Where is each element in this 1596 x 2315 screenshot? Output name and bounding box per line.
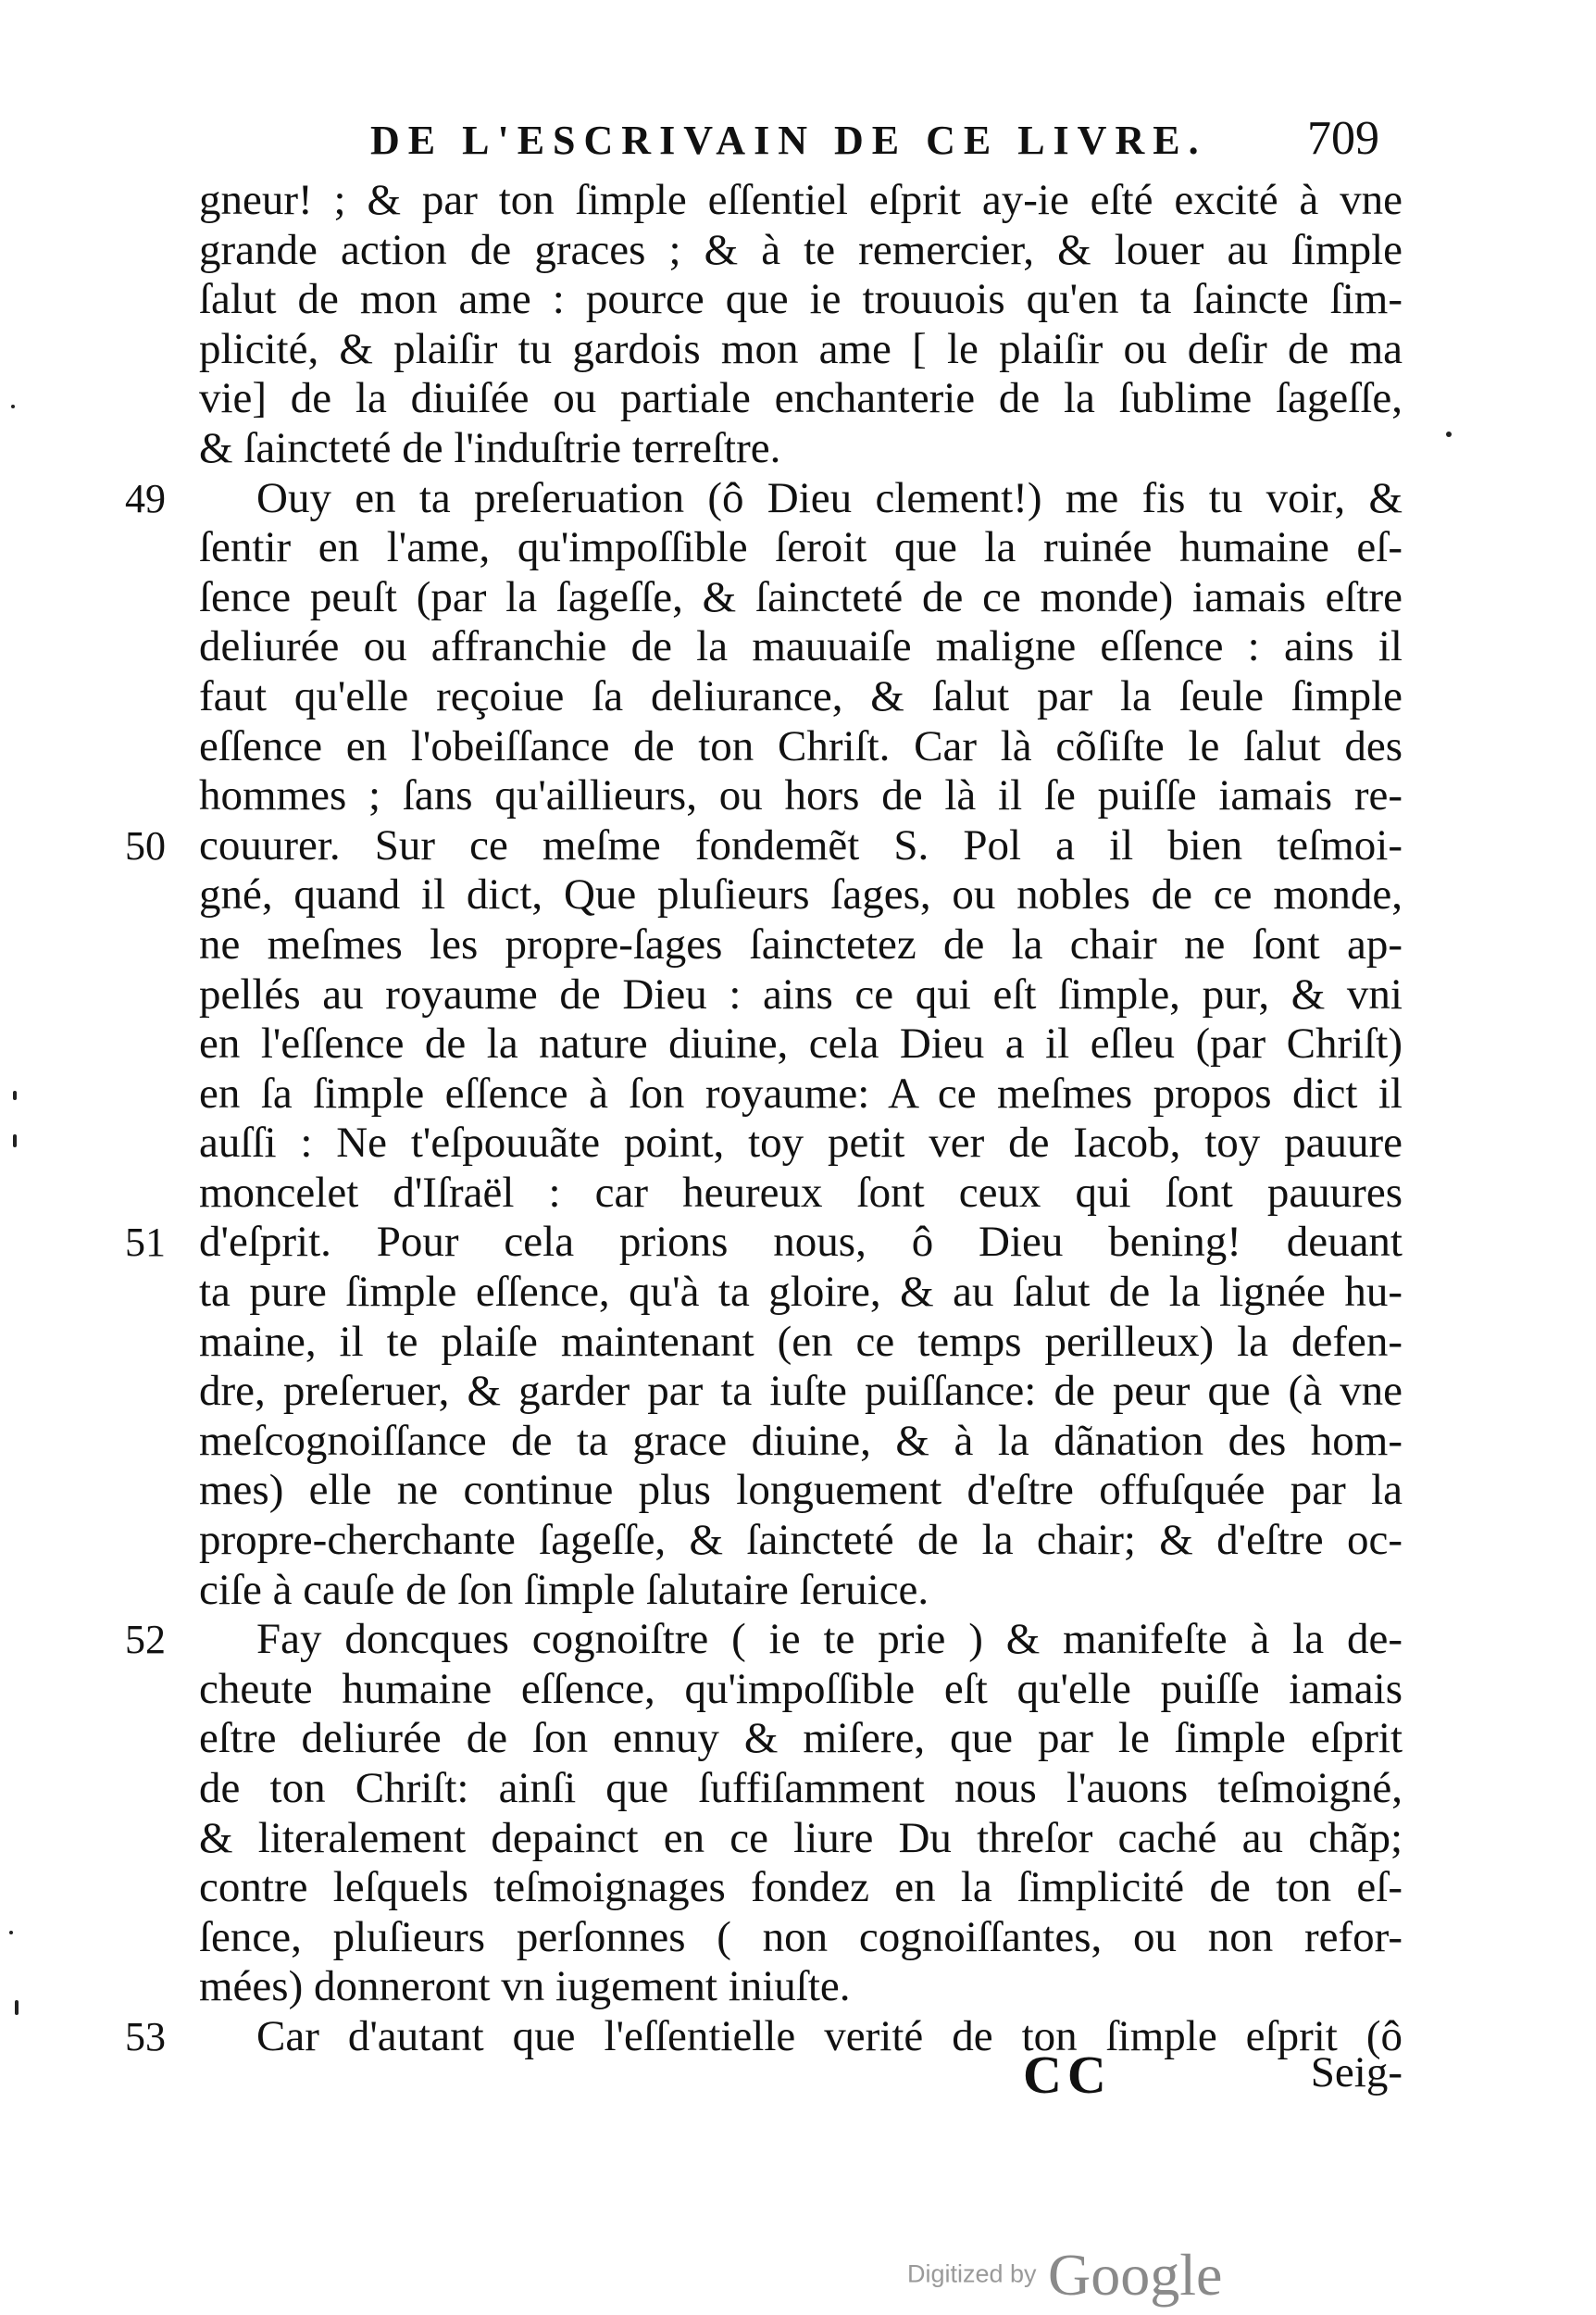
line-text: Fay doncques cognoiſtre ( ie te prie ) & manifeſte à la de- [256, 1615, 1403, 1664]
google-logo [1044, 2241, 1266, 2308]
ink-speck [1446, 432, 1452, 437]
verse-number: 49 [125, 475, 166, 521]
text-line [125, 1218, 1403, 1268]
line-text: ſalut de mon ame : pource que ie trouuois qu'en ta ſaincte ſim- [199, 275, 1403, 324]
line-text: moncelet d'Iſraël : car heureux ſont ceux qui ſont pauures [199, 1168, 1403, 1217]
text-line [199, 1020, 1403, 1070]
page-number: 709 [1307, 112, 1379, 165]
line-text: ſence peuſt (par la ſageſſe, & ſaincteté de ce monde) iamais eſtre [199, 572, 1403, 621]
line-text: eſſence en l'obeiſſance de ton Chriſt. Car là cõſiſte le ſalut des [199, 721, 1403, 770]
running-title: DE L'ESCRIVAIN DE CE LIVRE. [370, 118, 1207, 163]
line-text: grande action de graces ; & à te remercier, & louer au ſimple [199, 225, 1403, 274]
catchword: Seig- [1310, 2048, 1403, 2096]
line-text: ciſe à cauſe de ſon ſimple ſalutaire ſeruice. [199, 1565, 929, 1614]
text-line [199, 325, 1403, 375]
text-line [199, 226, 1403, 276]
line-text: gné, quand il dict, Que pluſieurs ſages, ou nobles de ce monde, [199, 870, 1403, 920]
digitized-watermark [907, 2241, 1266, 2315]
ink-speck [11, 405, 15, 408]
text-line [199, 1367, 1403, 1417]
text-line [199, 1070, 1403, 1120]
line-text: dre, preſeruer, & garder par ta iuſte puiſſance: de peur que (à vne [199, 1367, 1403, 1416]
line-text: cheute humaine eſſence, qu'impoſſible eſt qu'elle puiſſe iamais [199, 1664, 1403, 1713]
line-text: pellés au royaume de Dieu : ains ce qui eſt ſimple, pur, & vni [199, 970, 1403, 1019]
text-line [199, 970, 1403, 1020]
line-text: meſcognoiſſance de ta grace diuine, & à la dãnation des hom- [199, 1416, 1403, 1465]
text-line [199, 1516, 1403, 1566]
text-line [199, 672, 1403, 722]
line-text: hommes ; ſans qu'aillieurs, ou hors de là il ſe puiſſe iamais re- [199, 771, 1403, 820]
ink-speck [13, 1134, 17, 1147]
line-text: mées) donneront vn iugement iniuſte. [199, 1962, 851, 2011]
text-line [199, 176, 1403, 226]
text-line [199, 424, 1403, 474]
digitized-label: Digitized by [907, 2259, 1037, 2288]
text-line [199, 573, 1403, 623]
text-line [199, 374, 1403, 424]
text-line [199, 1268, 1403, 1318]
line-text: en ſa ſimple eſſence à ſon royaume: A ce meſmes propos dict il [199, 1069, 1403, 1118]
verse-number: 52 [125, 1617, 166, 1663]
line-text: maine, il te plaiſe maintenant (en ce temps perilleux) la defen- [199, 1317, 1403, 1366]
line-text: de ton Chriſt: ainſi que ſuffiſamment nous l'auons teſmoigné, [199, 1764, 1403, 1812]
text-line [199, 1764, 1403, 1814]
text-line [199, 1814, 1403, 1864]
line-text: mes) elle ne continue plus longuement d'eſtre offuſquée par la [199, 1466, 1403, 1515]
text-line [125, 473, 1403, 524]
text-line [199, 1119, 1403, 1169]
line-text: & literalement depainct en ce liure Du threſor caché au chãp; [199, 1813, 1403, 1862]
line-text: propre-cherchante ſageſſe, & ſaincteté de la chair; & d'eſtre oc- [199, 1516, 1403, 1565]
line-text: auſſi : Ne t'eſpouuãte point, toy petit ver de Iacob, toy pauure [199, 1119, 1403, 1168]
google-logo-text: Google [1047, 2242, 1222, 2308]
line-text: Car d'autant que l'eſſentielle verité de ton ſimple eſprit (ô [256, 2011, 1403, 2060]
text-line [199, 1714, 1403, 1764]
line-text: Ouy en ta preſeruation (ô Dieu clement!) me fis tu voir, & [256, 473, 1403, 522]
text-line [199, 1417, 1403, 1467]
text-line [199, 1169, 1403, 1219]
text-line [199, 1665, 1403, 1715]
signature-mark: CC [1023, 2045, 1112, 2105]
text-line [199, 722, 1403, 772]
line-text: couurer. Sur ce meſme fondemẽt S. Pol a il bien teſmoi- [199, 820, 1403, 870]
line-text: d'eſprit. Pour cela prions nous, ô Dieu bening! deuant [199, 1218, 1403, 1267]
line-text: faut qu'elle reçoiue ſa deliurance, & ſalut par la ſeule ſimple [199, 671, 1403, 720]
line-text: gneur! ; & par ton ſimple eſſentiel eſprit ay-ie eſté excité à vne [199, 176, 1403, 224]
line-text: en l'eſſence de la nature diuine, cela Dieu a il eſleu (par Chriſt) [199, 1020, 1403, 1069]
verse-number: 53 [125, 2013, 166, 2059]
text-line [199, 1566, 1403, 1616]
ink-speck [9, 1931, 13, 1934]
line-text: plicité, & plaiſir tu gardois mon ame [ le plaiſir ou deſir de ma [199, 324, 1403, 373]
text-line [199, 1466, 1403, 1516]
line-text: ſentir en l'ame, qu'impoſſible ſeroit que la ruinée humaine eſ- [199, 523, 1403, 572]
page-footer [199, 2044, 1403, 2105]
line-text: vie] de la diuiſée ou partiale enchanterie de la ſublime ſageſſe, [199, 374, 1403, 423]
text-line [199, 1913, 1403, 1963]
text-line [199, 771, 1403, 821]
text-line [199, 275, 1403, 325]
text-line [199, 920, 1403, 970]
text-line [199, 1962, 1403, 2012]
line-text: ſence, pluſieurs perſonnes ( non cognoiſſantes, ou non refor- [199, 1912, 1403, 1961]
text-line [199, 1318, 1403, 1368]
text-block [125, 176, 1403, 2062]
line-text: ta pure ſimple eſſence, qu'à ta gloire, & au ſalut de la lignée hu- [199, 1268, 1403, 1317]
verse-number: 50 [125, 822, 166, 869]
line-text: ne meſmes les propre-ſages ſainctetez de la chair ne ſont ap- [199, 920, 1403, 969]
line-text: & ſaincteté de l'induſtrie terreſtre. [199, 423, 781, 472]
text-line [199, 870, 1403, 920]
verse-number: 51 [125, 1220, 166, 1266]
text-line [125, 1615, 1403, 1665]
ink-speck [15, 2000, 19, 2015]
line-text: eſtre deliurée de ſon ennuy & miſere, que par le ſimple eſprit [199, 1714, 1403, 1763]
ink-speck [13, 1091, 17, 1100]
line-text: deliurée ou affranchie de la mauuaiſe maligne eſſence : ains il [199, 622, 1403, 671]
running-head [370, 111, 1379, 176]
text-line [199, 1863, 1403, 1913]
text-line [199, 523, 1403, 573]
line-text: contre leſquels teſmoignages fondez en la ſimplicité de ton eſ- [199, 1863, 1403, 1912]
text-line [125, 820, 1403, 871]
text-line [199, 622, 1403, 672]
